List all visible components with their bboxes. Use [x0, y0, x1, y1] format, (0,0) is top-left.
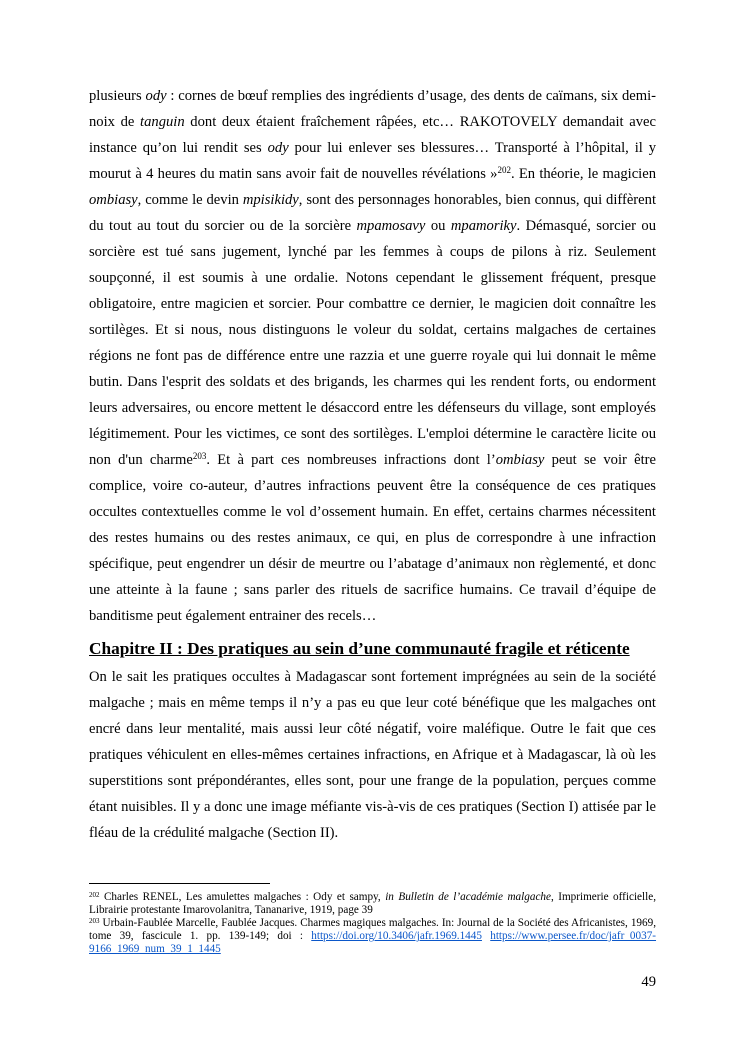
page-body — [89, 83, 656, 846]
footnote-ref-203[interactable]: 203 — [192, 451, 207, 461]
italic-term: mpamosavy — [356, 218, 426, 234]
footnote-divider — [89, 883, 270, 884]
italic-term: ody — [145, 88, 167, 104]
text: : cornes de bœuf remplies des ingrédients d’usage, des dents de caïmans, six demi-noix de — [89, 88, 656, 130]
footnotes — [89, 891, 656, 956]
text: pour lui enlever ses blessures… Transporté à l’hôpital, il y mourut à 4 heures du matin sans avoir fait de nouvelles révélations » — [89, 140, 656, 182]
italic-term: mpisikidy — [242, 192, 299, 208]
footnote-text: Urbain-Faublée Marcelle, Faublée Jacques. Charmes magiques malgaches. In: Journal de la Société des Africanistes, 1969, tome 39, fascicule 1. pp. 139-149; doi : — [89, 917, 656, 942]
italic-term: mpamoriky — [450, 218, 517, 234]
footnote-text: Charles RENEL, Les amulettes malgaches : Ody et sampy, — [99, 891, 386, 903]
text: , comme le devin — [137, 192, 243, 208]
doi-link[interactable]: https://doi.org/10.3406/jafr.1969.1445 — [311, 930, 482, 942]
text: . En théorie, le magicien — [510, 166, 656, 182]
page-number: 49 — [641, 974, 656, 990]
paragraph-1 — [89, 83, 656, 629]
text: . Démasqué, sorcier ou sorcière est tué sans jugement, lynché par les femmes à coups de pilons à riz. Seulement soupçonné, il est soumis à une ordalie. Notons cependant le glissement fréquent, presque obligatoire, entre magicien et sorcier. Pour combattre ce dernier, le magicien doit connaître les sortilèges. Et si nous, nous distinguons le voleur du soldat, certains malgaches de certaines régions ne font pas de différence entre une razzia et une guerre royale qui lui donnait le même butin. Dans l'esprit des soldats et des brigands, les charmes qui les rendent forts, ou endorment leurs adversaires, ou encore mettent le désaccord entre les défenseurs du village, sont employés légitimement. Pour les victimes, ce sont des sortilèges. L'emploi détermine le caractère licite ou non d'un charme — [89, 218, 657, 468]
text: ou — [425, 218, 451, 234]
footnote-italic: in Bulletin de l’académie malgache — [385, 891, 551, 903]
text: . Et à part ces nombreuses infractions dont l’ — [206, 452, 496, 468]
text: plusieurs — [89, 88, 146, 104]
text: peut se voir être complice, voire co-auteur, d’autres infractions peuvent être la conséquence de ces pratiques occultes contextuelles comme le vol d’ossement humain. En effet, certains charmes nécessitent des restes humains ou des restes animaux, ce qui, en plus de correspondre à une infraction spécifique, peut engendrer un désir de meurtre ou l’abatage d’animaux non règlementé, et donc une atteinte à la faune ; sans parler des rituels de sacrifice humains. Ce travail d’équipe de banditisme peut également entrainer des recels… — [89, 452, 656, 624]
footnote-ref-202[interactable]: 202 — [497, 165, 511, 175]
footnote-202 — [89, 891, 656, 917]
italic-term: ombiasy — [495, 452, 545, 468]
footnote-number: 203 — [89, 917, 100, 925]
footnote-text: , Imprimerie officielle, Librairie protestante Imarovolanitra, Tananarive, 1919, page 39 — [89, 891, 656, 916]
footnote-number: 202 — [89, 891, 100, 899]
chapter-heading: Chapitre II : Des pratiques au sein d’une communauté fragile et réticente — [89, 639, 630, 658]
text: , sont des personnages honorables, bien connus, qui diffèrent du tout au tout du sorcier ou de la sorcière — [89, 192, 656, 234]
persee-link[interactable]: https://www.persee.fr/doc/jafr_0037-9166_1969_num_39_1_1445 — [89, 930, 657, 955]
italic-term: tanguin — [140, 114, 185, 130]
text: dont deux étaient fraîchement râpées, etc… RAKOTOVELY demandait avec instance qu’on lui rendit ses — [89, 114, 656, 156]
paragraph-2: On le sait les pratiques occultes à Madagascar sont fortement imprégnées au sein de la société malgache ; mais en même temps il n’y a pas eu que leur coté bénéfique que les malgaches ont encré dans leur mentalité, mais aussi leur côté négatif, voire maléfique. Outre le fait que ces pratiques véhiculent en elles-mêmes certaines infractions, en Afrique et à Madagascar, là où les superstitions sont prépondérantes, elles sont, pour une frange de la population, perçues comme étant nuisibles. Il y a donc une image méfiante vis-à-vis de ces pratiques (Section I) attisée par le fléau de la crédulité malgache (Section II). — [89, 669, 656, 841]
italic-term: ody — [267, 140, 289, 156]
italic-term: ombiasy — [89, 192, 138, 208]
footnote-203 — [89, 917, 656, 956]
